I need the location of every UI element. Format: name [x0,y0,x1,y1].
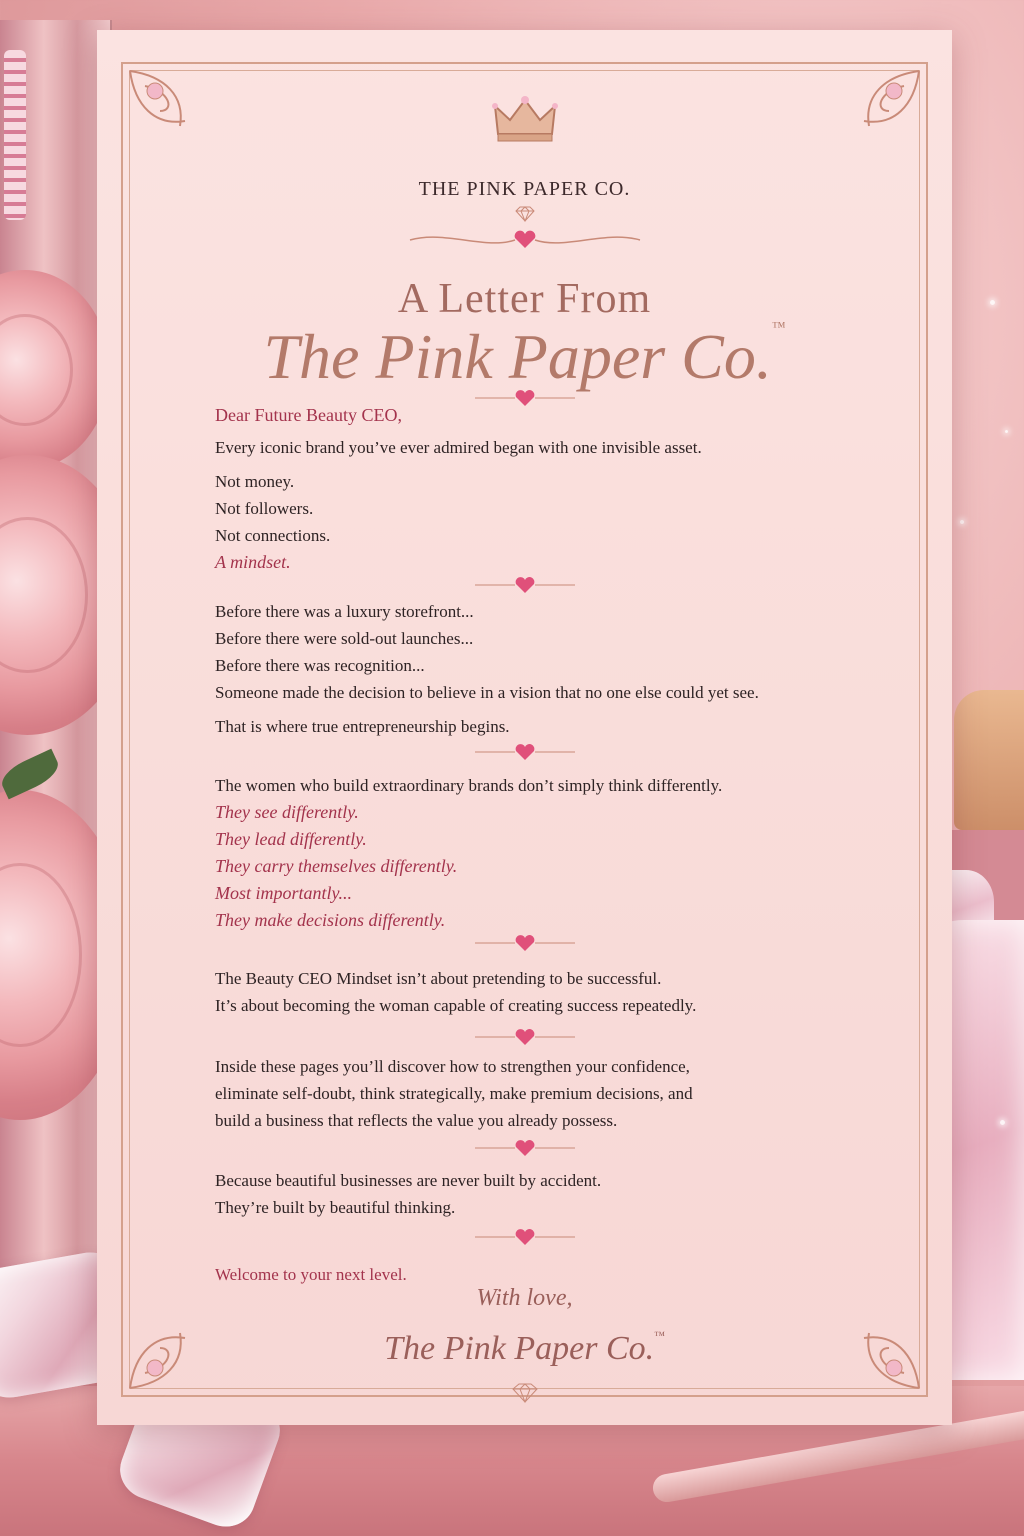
sparkle [1005,430,1008,433]
signature-salutation: With love, [476,1285,573,1311]
text-line: It’s about becoming the woman capable of creating success repeatedly. [215,996,697,1015]
sparkle [960,520,964,524]
diamond-icon [514,206,536,227]
crown-ornament [954,690,1024,830]
text-line: eliminate self-doubt, think strategically, make premium decisions, and [215,1084,693,1103]
text-line: They’re built by beautiful thinking. [215,1198,456,1217]
accent-line: A mindset. [215,552,291,572]
letter-title-line1: A Letter From [397,276,652,322]
accent-line: They make decisions differently. [215,910,446,930]
sparkle [1000,1120,1005,1125]
text-line: Not connections. [215,526,331,545]
jeweled-trim [4,50,26,220]
text-line: Inside these pages you’ll discover how to strengthen your confidence, [215,1057,690,1076]
text-line: Because beautiful businesses are never built by accident. [215,1171,602,1190]
diamond-icon [511,1383,539,1408]
text-line: The Beauty CEO Mindset isn’t about pretending to be successful. [215,969,662,988]
heart-gem-divider [470,575,580,600]
accent-line: They carry themselves differently. [215,856,458,876]
flourish-divider [405,228,645,257]
text-line: Not money. [215,472,295,491]
text-line: Not followers. [215,499,314,518]
accent-line: They lead differently. [215,829,367,849]
heart-gem-divider [470,1227,580,1252]
signature-name: The Pink Paper Co.™ [384,1330,665,1367]
heart-gem-divider [470,933,580,958]
letter-paper [97,30,952,1425]
text-line: Someone made the decision to believe in a vision that no one else could yet see. [215,683,759,702]
heart-gem-divider [470,1138,580,1163]
text-line: That is where true entrepreneurship begins. [215,717,510,736]
brand-header: THE PINK PAPER CO. [418,178,631,200]
accent-line: They see differently. [215,802,359,822]
text-line: The women who build extraordinary brands don’t simply think differently. [215,776,723,795]
text-line: Before there was recognition... [215,656,425,675]
accent-line: Most importantly... [215,883,353,903]
paragraph-intro: Every iconic brand you’ve ever admired began with one invisible asset. [215,438,702,457]
text-line: build a business that reflects the value you already possess. [215,1111,618,1130]
greeting: Dear Future Beauty CEO, [215,405,402,425]
heart-gem-divider [470,1027,580,1052]
letter-title-line2: The Pink Paper Co.™ [263,320,786,392]
crown-icon [97,94,952,149]
sparkle [990,300,995,305]
text-line: Before there was a luxury storefront... [215,602,474,621]
text-line: Before there were sold-out launches... [215,629,474,648]
welcome-line: Welcome to your next level. [215,1265,407,1284]
heart-gem-divider [470,742,580,767]
